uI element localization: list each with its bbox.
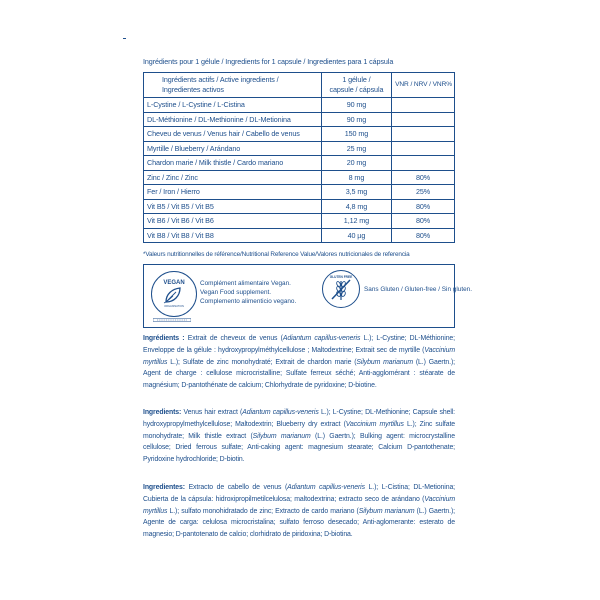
row-dose: 90 mg — [321, 112, 391, 127]
paragraph-text: Extrait de cheveux de venus ( — [184, 335, 283, 342]
table-row — [144, 112, 455, 127]
table-row — [144, 127, 455, 142]
row-name: Myrtille / Blueberry / Arándano — [144, 141, 322, 156]
table-header-row — [144, 73, 455, 98]
table-row — [144, 228, 455, 243]
vegan-description — [200, 279, 296, 306]
table-row — [144, 199, 455, 214]
gluten-free-text: Sans Gluten / Gluten-free / Sin gluten. — [364, 286, 472, 293]
paragraph-text: (L.) Gaertn.); Agent de charge : cellulose microcristalline; Sulfate ferreux séché; Anti-agglomérant : stéarate de magnésium; D-pantothénate de calcium; Chlorhydrate de pyridoxine; D-biotine. — [143, 358, 455, 390]
row-vnr — [392, 156, 455, 171]
row-dose: 8 mg — [321, 170, 391, 185]
paragraph-text: Extracto de cabello de venus ( — [184, 484, 288, 491]
header-ingredients-line2: Ingredientes activos — [162, 85, 224, 94]
paragraph-text: L.); L-Cystine; DL-Méthionine; Enveloppe de la gélule : hydroxypropylméthylcellulose ; Maltodextrine; Extrait sec de myrtille ( — [143, 335, 455, 354]
row-vnr — [392, 127, 455, 142]
row-vnr: 80% — [392, 214, 455, 229]
paragraph-text: L.); Sulfate de zinc monohydraté; Extrait de chardon marie ( — [167, 358, 357, 366]
table-row — [144, 156, 455, 171]
row-vnr: 25% — [392, 185, 455, 200]
paragraph-text: L.); L-Cystine; DL-Methionine; Capsule shell: hydroxypropylmethylcellulose; Maltodextrin; Blueberry dry extract ( — [143, 409, 456, 428]
row-dose: 40 µg — [321, 228, 391, 243]
paragraph-text: Venus hair extract ( — [181, 409, 243, 416]
row-vnr: 80% — [392, 228, 455, 243]
vegan-seal-stamp-icon — [153, 318, 191, 322]
gluten-free-badge-word: GLUTEN FREE — [329, 275, 353, 279]
table-row — [144, 98, 455, 113]
row-dose: 3,5 mg — [321, 185, 391, 200]
row-name: DL-Méthionine / DL-Methionine / DL-Metionina — [144, 112, 322, 127]
paragraph-label: Ingredients: — [143, 409, 182, 416]
paragraph-text: (L.) Gaertn.); Bulking agent: microcrystalline cellulose; Dried ferrous sulfate; Anti-caking agent: magnesium stearate; Calcium D-pantothenate; Pyridoxine hydrochloride; D-biotin. — [143, 432, 455, 464]
row-name: Vit B5 / Vit B5 / Vit B5 — [144, 199, 322, 214]
header-dose-line1: 1 gélule / — [342, 75, 371, 84]
latin-name: Vaccinium myrtillus — [143, 495, 455, 515]
row-dose: 20 mg — [321, 156, 391, 171]
vegan-badge — [151, 271, 197, 317]
latin-name: Vaccinium myrtillus — [345, 420, 404, 428]
ingredients-paragraph-es — [143, 482, 455, 541]
latin-name: Adiantum capillus-veneris — [242, 409, 319, 416]
vegan-badge-word: VEGAN — [163, 280, 185, 286]
row-name: Zinc / Zinc / Zinc — [144, 170, 322, 185]
reference-value-footnote: *Valeurs nutritionnelles de référence/Nutritional Reference Value/Valores nutricionales de referencia — [143, 251, 410, 258]
latin-name: Vaccinium myrtillus — [143, 346, 455, 366]
latin-name: Adiantum capillus-veneris — [287, 484, 365, 491]
header-ingredients-line1: Ingrédients actifs / Active ingredients / — [162, 75, 279, 84]
row-name: Vit B8 / Vit B8 / Vit B8 — [144, 228, 322, 243]
row-vnr: 80% — [392, 199, 455, 214]
ingredients-paragraph-fr — [143, 333, 455, 392]
paragraph-text: L.); L-Cistina; DL-Metionina; Cubierta de la cápsula: hidroxipropilmetilcelulosa; maltodextrina; extracto seco de arándano ( — [143, 484, 455, 503]
paragraph-text: L.); Zinc sulfate monohydrate; Milk thistle extract ( — [143, 420, 455, 440]
vegan-badge-sub: ORGANISATION — [164, 305, 184, 308]
latin-name: Silybum marianum — [252, 432, 311, 440]
vegan-line-fr: Complément alimentaire Vegan. — [200, 280, 291, 287]
header-dose — [321, 73, 391, 98]
paragraph-label: Ingrédients : — [143, 335, 185, 342]
vegan-line-en: Vegan Food supplement. — [200, 289, 272, 296]
nutrition-table — [143, 72, 455, 243]
table-row — [144, 141, 455, 156]
corner-mark — [123, 38, 126, 39]
row-name: Fer / Iron / Hierro — [144, 185, 322, 200]
row-name: L-Cystine / L-Cystine / L-Cistina — [144, 98, 322, 113]
row-vnr — [392, 112, 455, 127]
latin-name: Adiantum capillus-veneris — [282, 335, 361, 342]
gluten-free-badge — [322, 270, 360, 308]
row-dose: 25 mg — [321, 141, 391, 156]
ingredients-heading: Ingrédients pour 1 gélule / Ingredients for 1 capsule / Ingredientes para 1 cápsula — [143, 57, 394, 66]
latin-name: Silybum marianum — [358, 507, 415, 515]
paragraph-text: L.); sulfato monohidratado de zinc; Extracto de cardo mariano ( — [167, 507, 359, 515]
row-dose: 90 mg — [321, 98, 391, 113]
ingredients-paragraph-en — [143, 407, 455, 466]
table-row — [144, 185, 455, 200]
row-dose: 150 mg — [321, 127, 391, 142]
table-row — [144, 214, 455, 229]
row-name: Cheveu de venus / Venus hair / Cabello de venus — [144, 127, 322, 142]
row-name: Chardon marie / Milk thistle / Cardo mariano — [144, 156, 322, 171]
paragraph-label: Ingredientes: — [143, 484, 185, 491]
header-ingredients — [144, 73, 322, 98]
vegan-line-es: Complemento alimenticio vegano. — [200, 298, 297, 305]
row-vnr — [392, 141, 455, 156]
vegan-leaf-icon — [152, 272, 196, 316]
header-dose-line2: capsule / cápsula — [329, 85, 384, 94]
row-name: Vit B6 / Vit B6 / Vit B6 — [144, 214, 322, 229]
row-dose: 1,12 mg — [321, 214, 391, 229]
wheat-crossed-icon — [323, 271, 359, 307]
row-dose: 4,8 mg — [321, 199, 391, 214]
row-vnr — [392, 98, 455, 113]
header-vnr: VNR / NRV / VNR% — [392, 73, 455, 98]
row-vnr: 80% — [392, 170, 455, 185]
table-row — [144, 170, 455, 185]
latin-name: Silybum marianum — [356, 358, 413, 366]
certification-box — [143, 264, 472, 328]
paragraph-text: (L.) Gaertn.); Agente de carga: celulosa microcristalina; sulfato ferroso desecado; Anti-aglomerante: esterato de magnesio; D-pantotenato de calcio; clorhidrato de piridoxina; D-biotina. — [143, 507, 455, 539]
